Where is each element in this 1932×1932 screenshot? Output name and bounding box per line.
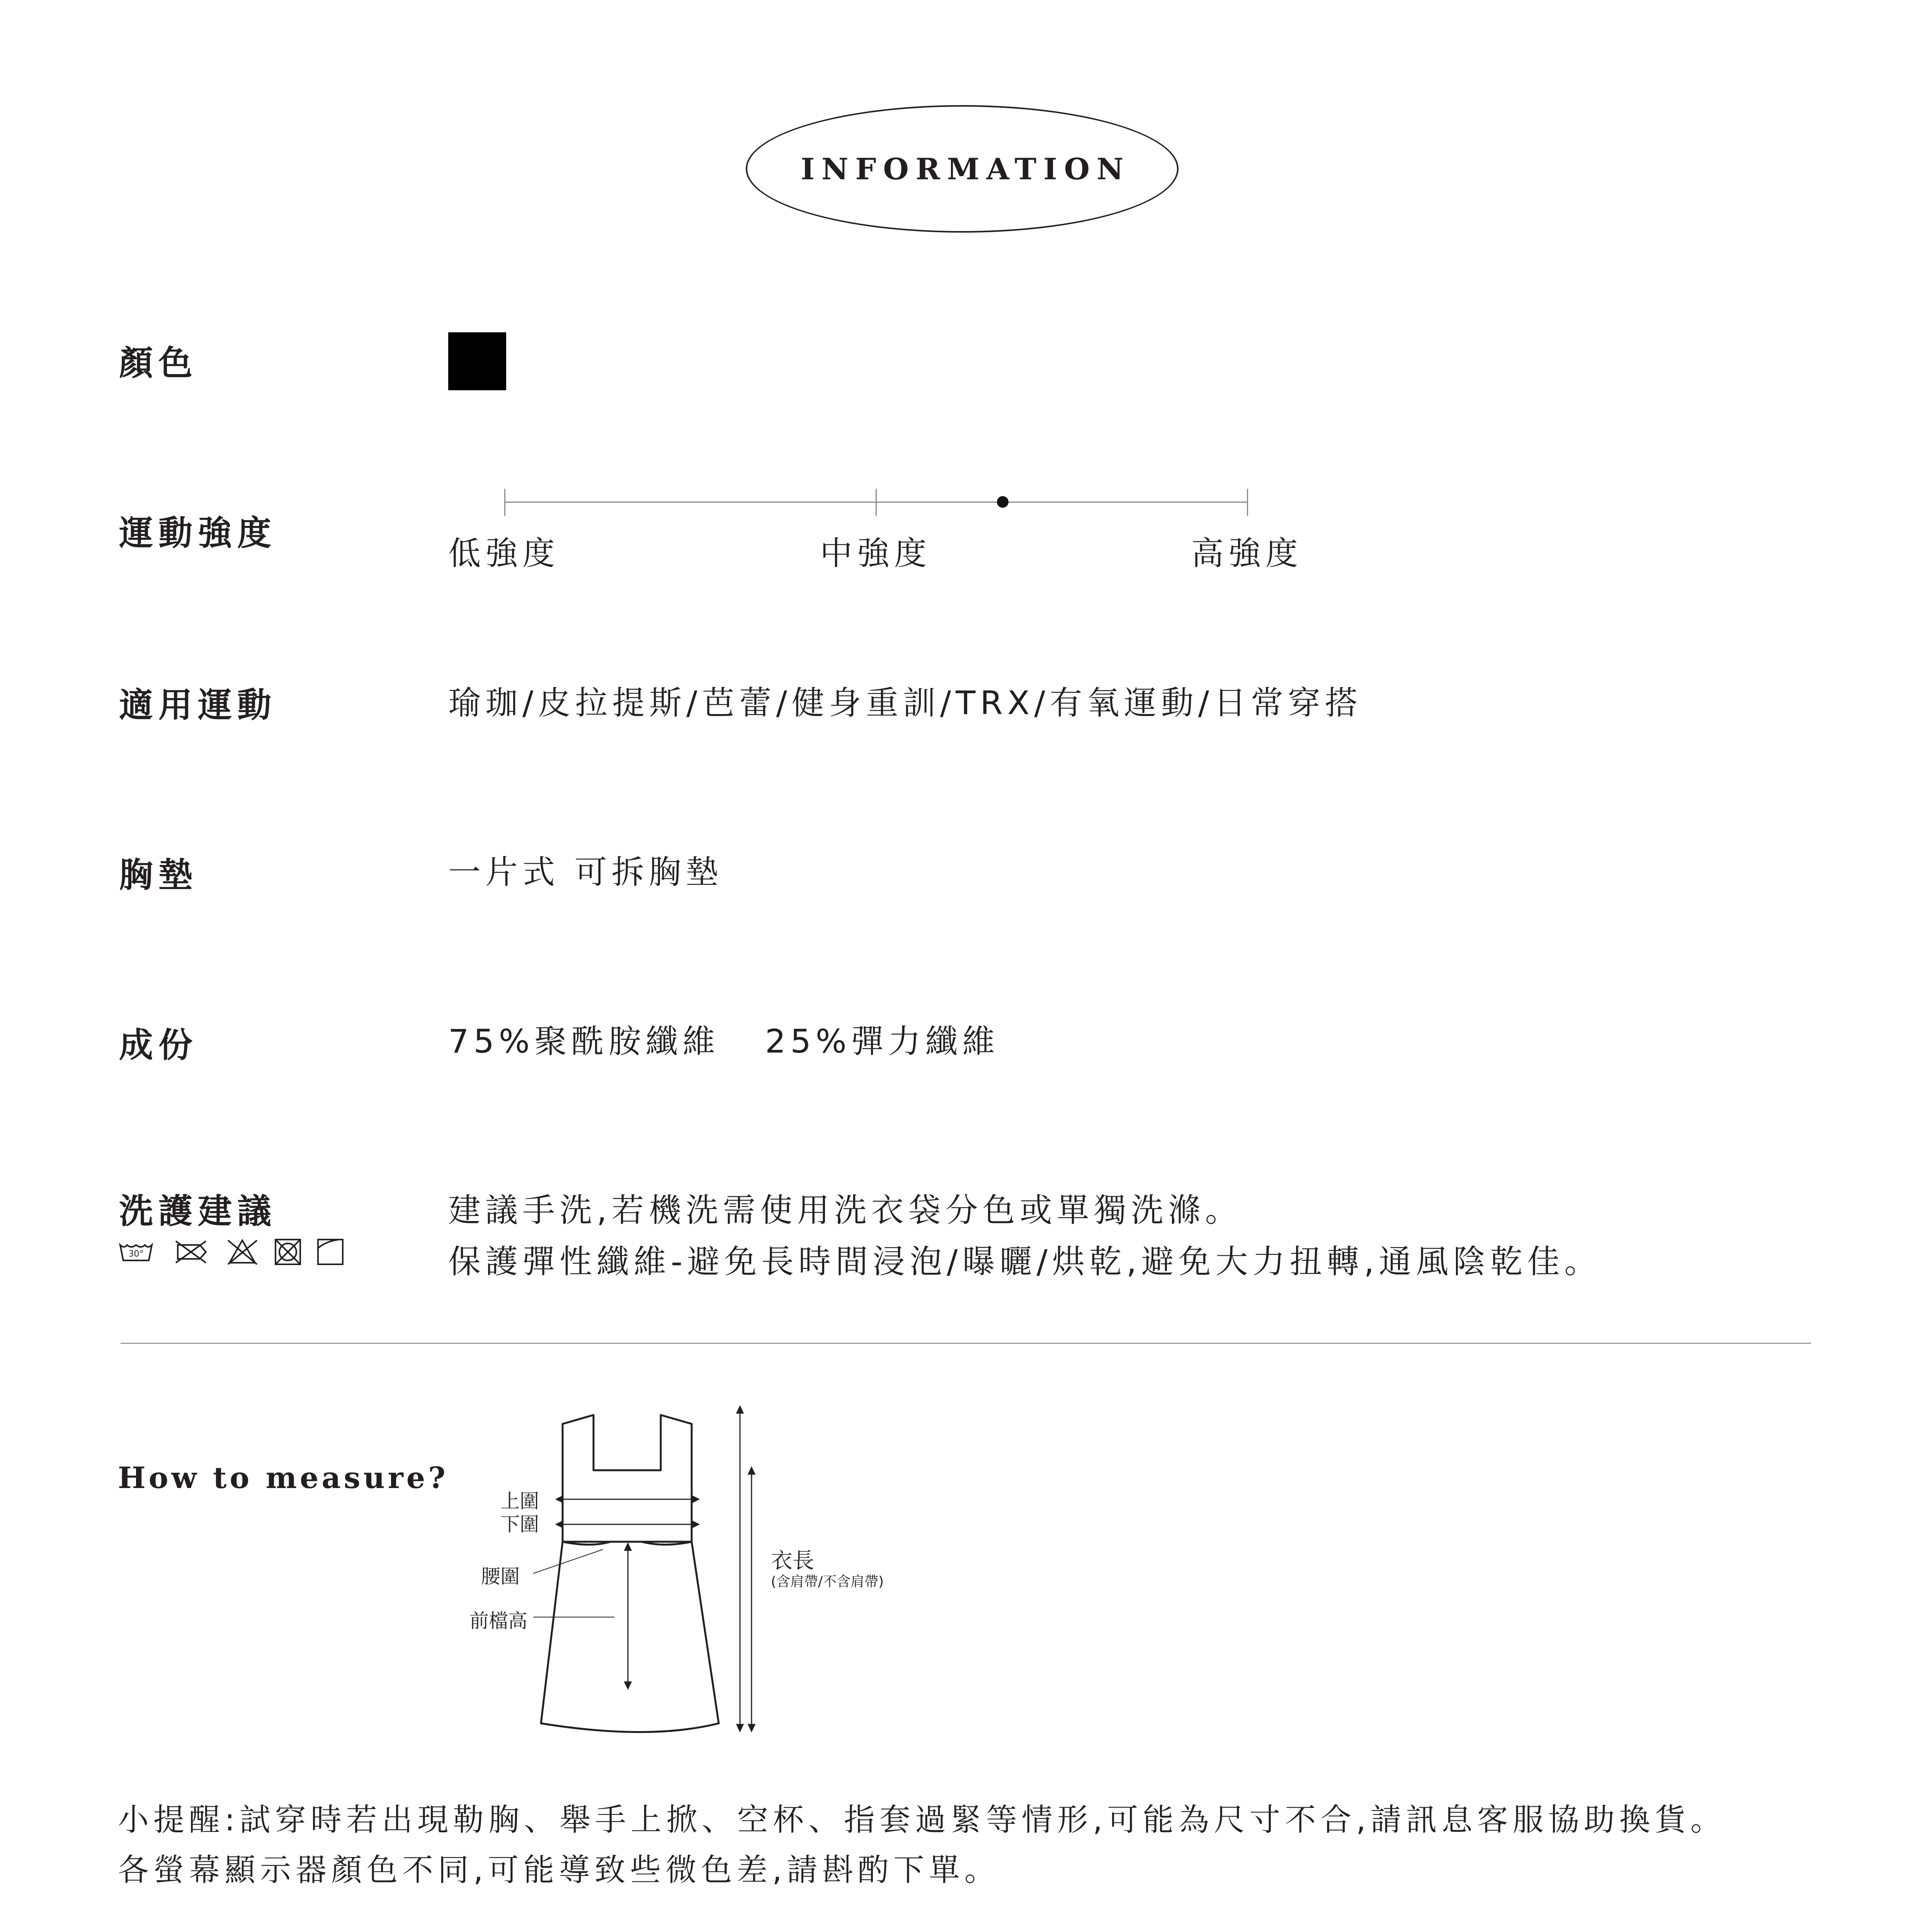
intensity-level-mid: 中強度	[820, 534, 932, 572]
hand-wash-icon	[120, 1245, 152, 1260]
garment-skirt	[541, 1542, 719, 1732]
intensity-level-low: 低強度	[448, 534, 560, 572]
wash-temperature: 30°	[128, 1249, 144, 1259]
intensity-level-high: 高強度	[1191, 534, 1303, 572]
upper-bust-label: 上圍	[500, 1490, 539, 1512]
no-dryclean-icon	[228, 1240, 257, 1264]
sports-label: 適用運動	[119, 685, 277, 725]
section-divider	[121, 1343, 1811, 1344]
front-rise-label: 前檔高	[469, 1610, 527, 1632]
material-label: 成份	[119, 1025, 198, 1065]
material-value-1: 75%聚酰胺纖維	[448, 1022, 720, 1060]
note-line-2: 各螢幕顯示器顏色不同,可能導致些微色差,請斟酌下單。	[118, 1852, 1000, 1888]
length-label: 衣長	[771, 1548, 814, 1573]
material-value-2: 25%彈力纖維	[765, 1022, 1000, 1060]
intensity-tick-mid	[876, 489, 877, 516]
color-label: 顏色	[119, 343, 198, 383]
length-arrow-without-straps	[748, 1468, 755, 1731]
page-title: INFORMATION	[801, 151, 1131, 186]
no-tumble-dry-icon	[276, 1240, 300, 1264]
care-line-1: 建議手洗,若機洗需使用洗衣袋分色或單獨洗滌。	[448, 1191, 1242, 1229]
upper-bust-arrow	[556, 1496, 699, 1502]
front-rise-arrow	[625, 1544, 631, 1689]
pad-label: 胸墊	[119, 855, 198, 895]
length-note: (含肩帶/不含肩帶)	[771, 1574, 884, 1590]
pad-value: 一片式 可拆胸墊	[448, 853, 723, 891]
waist-leader	[533, 1549, 603, 1573]
note-line-1: 小提醒:試穿時若出現勒胸、舉手上掀、空杯、指套過緊等情形,可能為尺寸不合,請訊息客服協助換貨。	[118, 1802, 1726, 1838]
care-line-2: 保護彈性纖維-避免長時間浸泡/曝曬/烘乾,避免大力扭轉,通風陰乾佳。	[448, 1243, 1602, 1281]
care-label: 洗護建議	[119, 1191, 277, 1231]
line-dry-icon	[318, 1240, 343, 1264]
no-bleach-icon	[176, 1241, 206, 1263]
intensity-tick-low	[504, 489, 505, 516]
sports-value: 瑜珈/皮拉提斯/芭蕾/健身重訓/TRX/有氧運動/日常穿搭	[448, 684, 1362, 722]
garment-top	[563, 1415, 692, 1542]
length-arrow-with-straps	[737, 1406, 743, 1731]
under-bust-label: 下圍	[500, 1513, 539, 1536]
waist-label: 腰圍	[481, 1565, 520, 1588]
measure-title: How to measure?	[118, 1461, 449, 1495]
intensity-tick-high	[1247, 489, 1248, 516]
intensity-label: 運動強度	[119, 513, 277, 553]
color-swatch[interactable]	[448, 332, 506, 390]
care-icons	[118, 1236, 350, 1267]
under-bust-arrow	[556, 1521, 699, 1527]
intensity-marker	[997, 496, 1009, 508]
